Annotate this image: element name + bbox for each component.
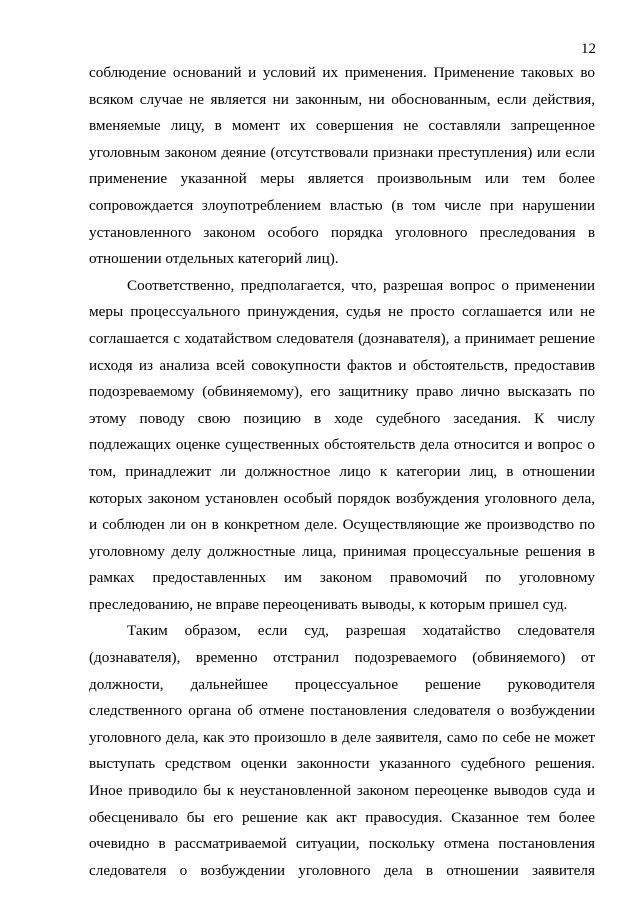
text-line: выступать средством оценки законности указанного судебного решения. [89,755,595,773]
text-line: следователя о возбуждении уголовного дела в отношении заявителя [89,861,595,879]
text-line: должности, дальнейшее процессуальное решение руководителя [89,675,595,693]
text-line: подлежащих оценке существенных обстоятельств дела относится и вопрос о [89,436,595,454]
text-line: исходя из анализа всей совокупности фактов и обстоятельств, предоставив [89,356,595,374]
paragraph [89,618,595,884]
text-line: уголовного дела, как это произошло в деле заявителя, само по себе не может [89,728,595,746]
paragraph [89,273,595,619]
text-line: соглашается с ходатайством следователя (дознавателя), а принимает решение [89,329,595,347]
paragraph [89,60,595,273]
text-line: отношении отдельных категорий лиц). [89,250,339,268]
text-line: вменяемые лицу, в момент их совершения не составляли запрещенное [89,117,595,135]
text-line: этому поводу свою позицию в ходе судебного заседания. К числу [89,409,595,427]
text-line: всяком случае не является ни законным, ни обоснованным, если действия, [89,90,595,108]
text-line: установленного законом особого порядка уголовного преследования в [89,223,595,241]
text-line: сопровождается злоупотреблением властью (в том числе при нарушении [89,196,595,214]
text-line: подозреваемому (обвиняемому), его защитнику право лично высказать по [89,383,595,401]
text-line: Соответственно, предполагается, что, разрешая вопрос о применении [127,276,595,294]
text-line: (дознавателя), временно отстранил подозреваемого (обвиняемого) от [89,649,595,667]
text-line: том, принадлежит ли должностное лицо к категории лиц, в отношении [89,462,595,480]
text-line: рамках предоставленных им законом правомочий по уголовному [89,569,595,587]
text-line: следственного органа об отмене постановления следователя о возбуждении [89,702,595,720]
text-line: уголовным законом деяние (отсутствовали признаки преступления) или если [89,143,595,161]
page-number: 12 [581,41,596,57]
text-line: преследованию, не вправе переоценивать выводы, к которым пришел суд. [89,595,568,613]
text-line: уголовному делу должностные лица, принимая процессуальные решения в [89,542,595,560]
text-line: и соблюден ли он в конкретном деле. Осуществляющие же производство по [89,516,595,534]
text-line: соблюдение оснований и условий их применения. Применение таковых во [89,64,595,81]
text-line: очевидно в рассматриваемой ситуации, поскольку отмена постановления [89,835,595,853]
text-line: обесценивало бы его решение как акт правосудия. Сказанное тем более [89,808,595,826]
text-line: меры процессуального принуждения, судья не просто соглашается или не [89,303,595,321]
text-line: Иное приводило бы к неустановленной законом переоценке выводов суда и [89,782,595,800]
text-line: которых законом установлен особый порядок возбуждения уголовного дела, [89,489,595,507]
document-body [89,60,595,884]
text-line: Таким образом, если суд, разрешая ходатайство следователя [127,622,595,640]
text-line: применение указанной меры является произвольным или тем более [89,170,595,188]
